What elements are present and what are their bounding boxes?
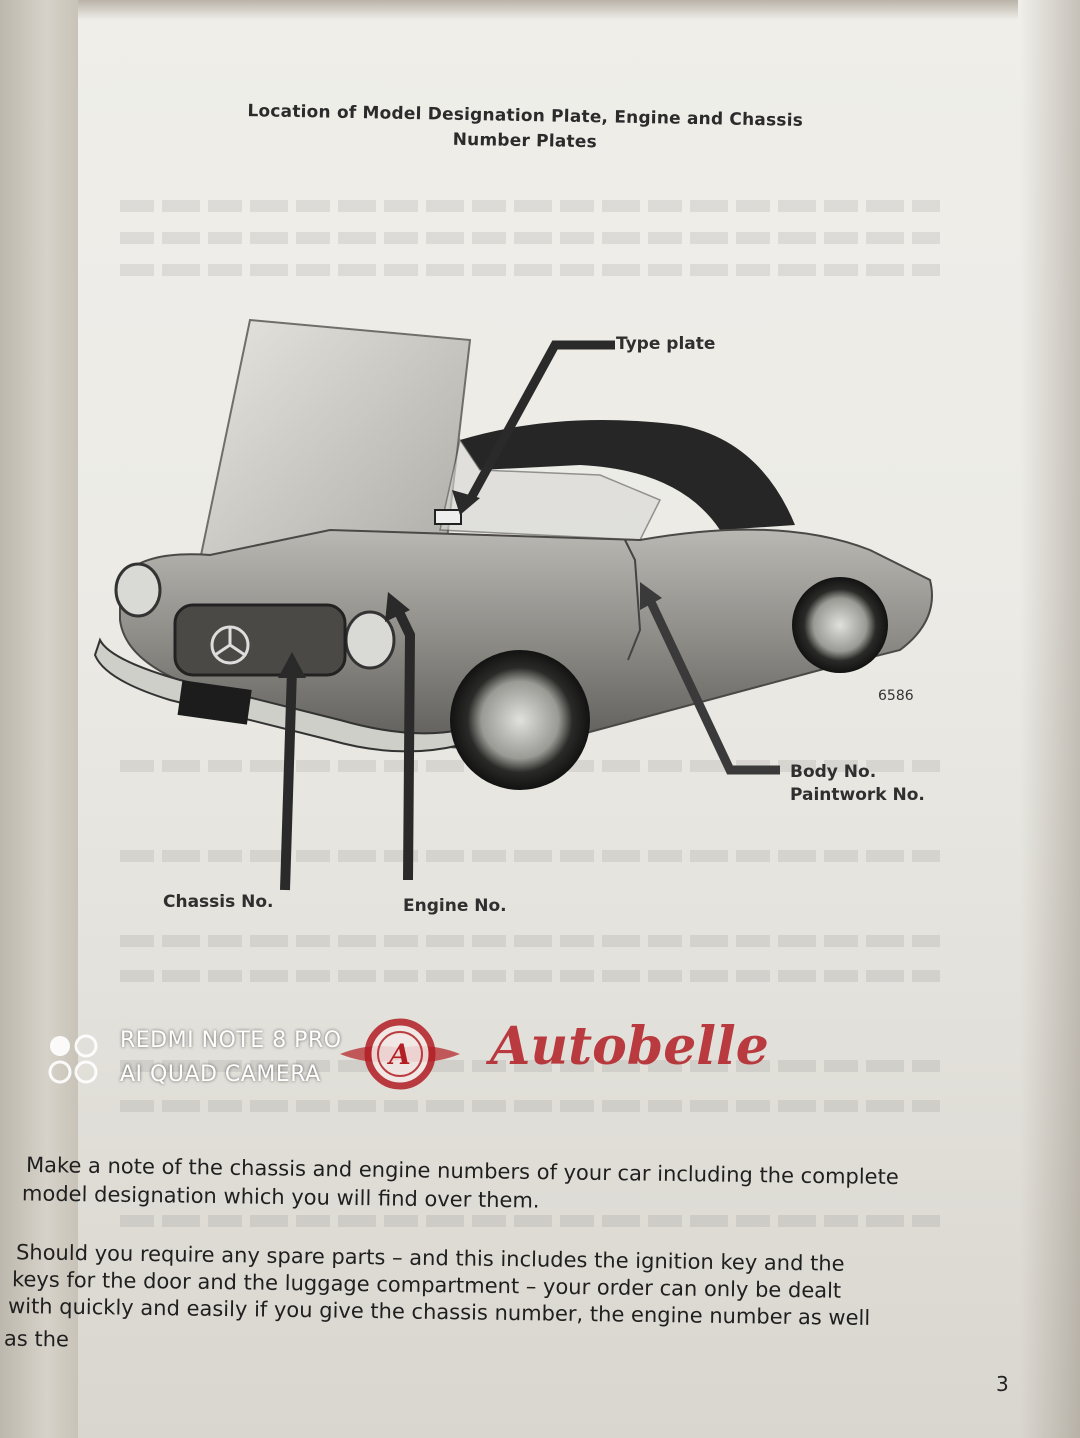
figure-number: 6586 <box>878 688 914 704</box>
badge-letter: A <box>389 1038 411 1071</box>
right-edge-shadow <box>1020 0 1080 1438</box>
car-illustration <box>80 300 980 900</box>
body-no-label: Body No. <box>790 762 877 782</box>
paragraph-1-line-2: model designation which you will find over them. <box>21 1181 540 1213</box>
title-line-1: Location of Model Designation Plate, Engine and Chassis <box>247 101 804 131</box>
facing-page-edge <box>0 0 78 1438</box>
bleed-through <box>120 1100 940 1112</box>
paragraph-2-line-4: as the <box>3 1326 70 1352</box>
type-plate-label: Type plate <box>616 334 716 354</box>
grille <box>175 605 345 675</box>
front-wheel <box>450 650 590 790</box>
bleed-through <box>120 200 940 212</box>
paragraph-2-line-2: keys for the door and the luggage compartment – your order can only be dealt <box>11 1267 842 1303</box>
bleed-through <box>120 935 940 947</box>
paintwork-no-label: Paintwork No. <box>790 785 925 805</box>
bleed-through <box>120 970 940 982</box>
paragraph-1-line-1: Make a note of the chassis and engine numbers of your car including the complete <box>25 1152 899 1190</box>
headlight-left <box>116 564 160 616</box>
autobelle-logo-text: Autobelle <box>490 1016 769 1077</box>
title-line-2: Number Plates <box>452 129 598 153</box>
chassis-no-label: Chassis No. <box>163 892 274 912</box>
camera-logo-icon <box>44 1030 104 1090</box>
engine-no-label: Engine No. <box>403 896 507 916</box>
paragraph-2-line-3: with quickly and easily if you give the chassis number, the engine number as well <box>7 1293 871 1331</box>
bleed-through <box>120 264 940 276</box>
chassis-no-arrow <box>285 670 292 890</box>
autobelle-badge-icon <box>340 1008 460 1108</box>
bleed-through <box>120 232 940 244</box>
watermark-device: REDMI NOTE 8 PRO <box>120 1028 342 1053</box>
paragraph-2-line-1: Should you require any spare parts – and this includes the ignition key and the <box>15 1240 845 1276</box>
bleed-through <box>120 1215 940 1227</box>
page-number: 3 <box>996 1372 1009 1396</box>
rear-wheel <box>792 577 888 673</box>
watermark-camera: AI QUAD CAMERA <box>120 1062 321 1087</box>
page-title <box>200 98 851 159</box>
type-plate-marker <box>435 510 461 524</box>
top-shadow <box>78 0 1018 20</box>
